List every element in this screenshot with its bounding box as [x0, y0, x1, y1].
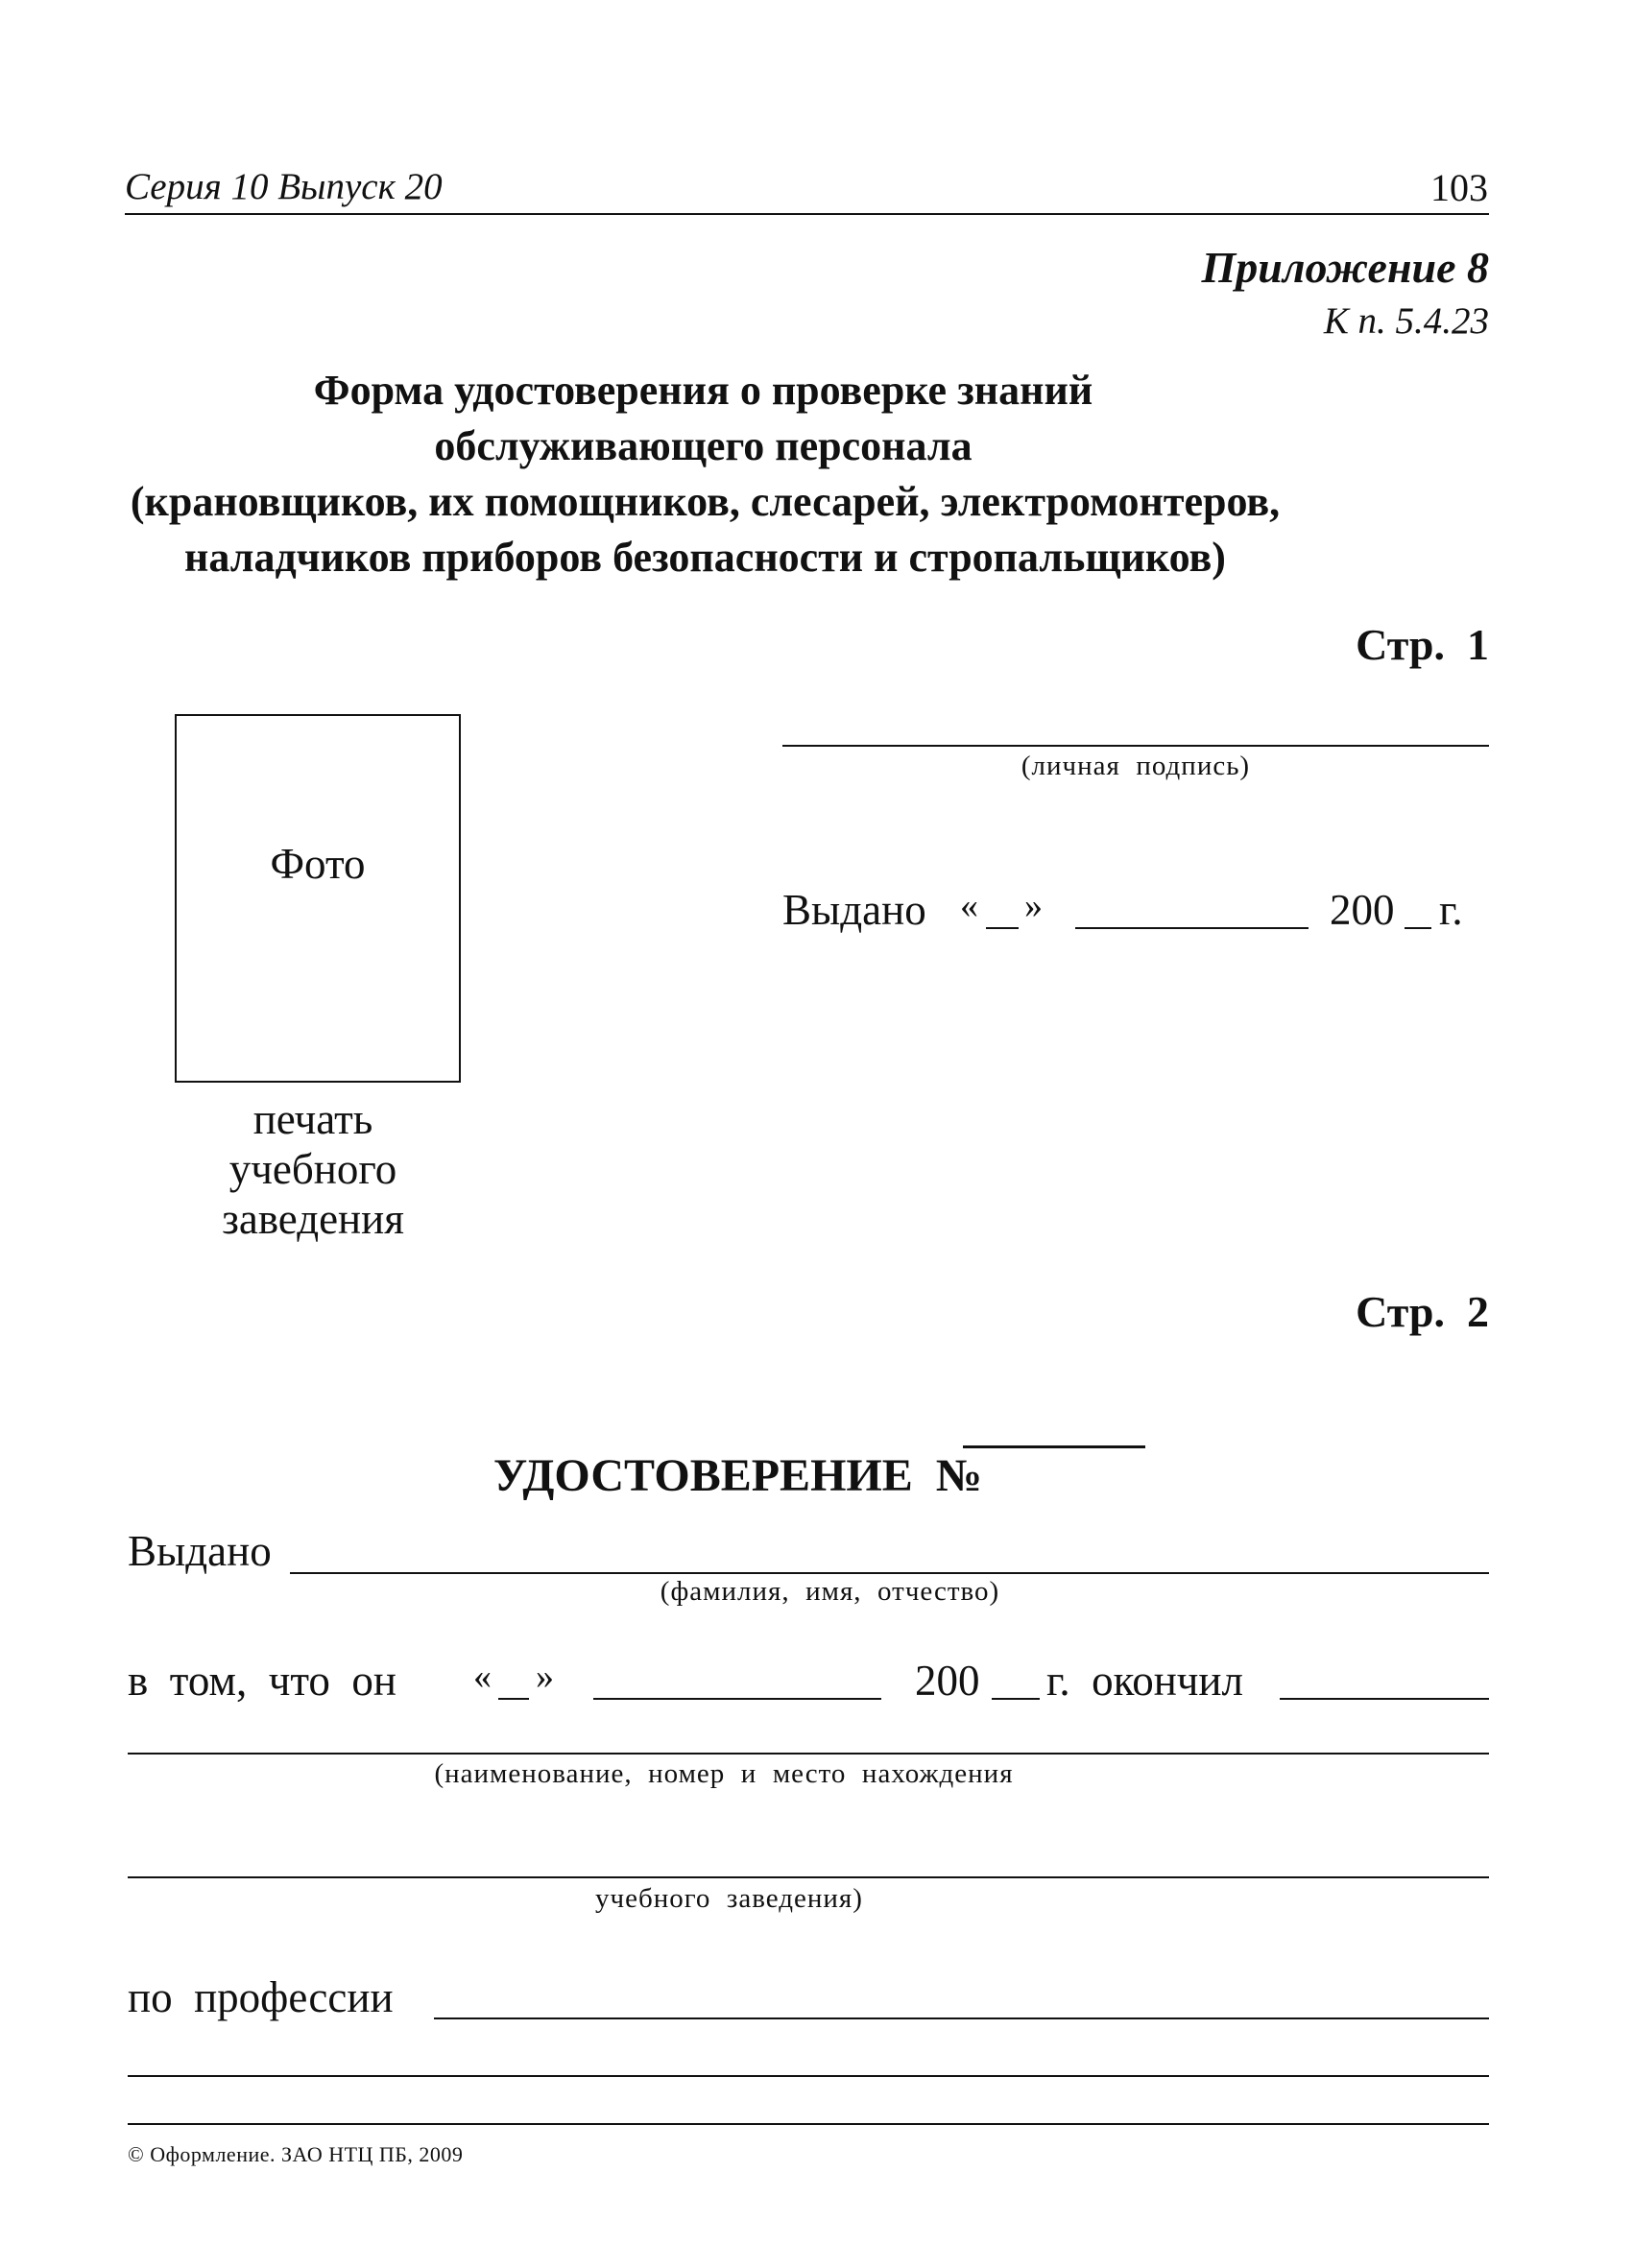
form-title-line-1: Форма удостоверения о проверке знаний [313, 367, 1093, 414]
page-2-label: Стр. 2 [1356, 1287, 1489, 1336]
header-rule [125, 213, 1489, 215]
photo-label: Фото [270, 840, 366, 888]
institution-line-2 [128, 1876, 1489, 1878]
completion-row [128, 1656, 1491, 1713]
certificate-number-blank [963, 1445, 1145, 1448]
series-header: Серия 10 Выпуск 20 [125, 166, 443, 207]
footer-rule [128, 2123, 1489, 2125]
issued-close-quote: » [1024, 886, 1043, 926]
issued-day-blank [986, 927, 1019, 929]
issued-date-row [782, 885, 1493, 943]
profession-line [434, 2017, 1489, 2019]
copyright-footer: © Оформление. ЗАО НТЦ ПБ, 2009 [128, 2142, 464, 2166]
stamp-caption [184, 1094, 442, 1244]
page-number: 103 [1430, 166, 1488, 209]
issued-to-label: Выдано [128, 1527, 272, 1575]
fio-line [290, 1572, 1489, 1574]
page-1-label: Стр. 1 [1356, 620, 1489, 669]
issued-open-quote: « [960, 886, 978, 926]
stamp-line-1: печать [252, 1095, 373, 1143]
institution-caption-1: (наименование, номер и место нахождения [434, 1758, 1014, 1789]
appendix-reference: К п. 5.4.23 [1323, 300, 1489, 342]
issued-year-suffix: г. [1439, 886, 1463, 934]
form-title-line-4: наладчиков приборов безопасности и стропальщиков) [184, 534, 1226, 581]
stamp-line-3: заведения [222, 1195, 404, 1243]
issued-year-blank [1405, 927, 1431, 929]
year-blank [992, 1698, 1040, 1700]
fio-caption: (фамилия, имя, отчество) [660, 1576, 1000, 1607]
stamp-line-2: учебного [228, 1145, 397, 1193]
issued-year: 200 [1330, 886, 1395, 934]
in-that-label: в том, что он [128, 1657, 396, 1705]
month-blank [593, 1698, 881, 1700]
signature-line [782, 745, 1489, 747]
completed-blank [1280, 1698, 1489, 1700]
year-prefix: 200 [915, 1657, 980, 1705]
form-title-line-3: (крановщиков, их помощников, слесарей, электромонтеров, [130, 478, 1281, 525]
close-quote: » [536, 1657, 554, 1697]
photo-box [175, 714, 461, 1083]
institution-line-1 [128, 1753, 1489, 1755]
year-suffix: г. окончил [1046, 1657, 1243, 1705]
institution-caption-2: учебного заведения) [595, 1883, 863, 1914]
issued-label: Выдано [782, 886, 926, 934]
appendix-title: Приложение 8 [1201, 243, 1489, 292]
open-quote: « [473, 1657, 492, 1697]
form-title-line-2: обслуживающего персонала [434, 422, 973, 469]
form-title [0, 363, 1520, 585]
profession-label: по профессии [128, 1973, 394, 2021]
signature-caption: (личная подпись) [1021, 751, 1251, 781]
issued-month-blank [1075, 927, 1309, 929]
certificate-title [470, 1397, 982, 1502]
extra-line [128, 2075, 1489, 2077]
certificate-title-text: УДОСТОВЕРЕНИЕ № [493, 1450, 982, 1501]
day-blank [498, 1698, 529, 1700]
